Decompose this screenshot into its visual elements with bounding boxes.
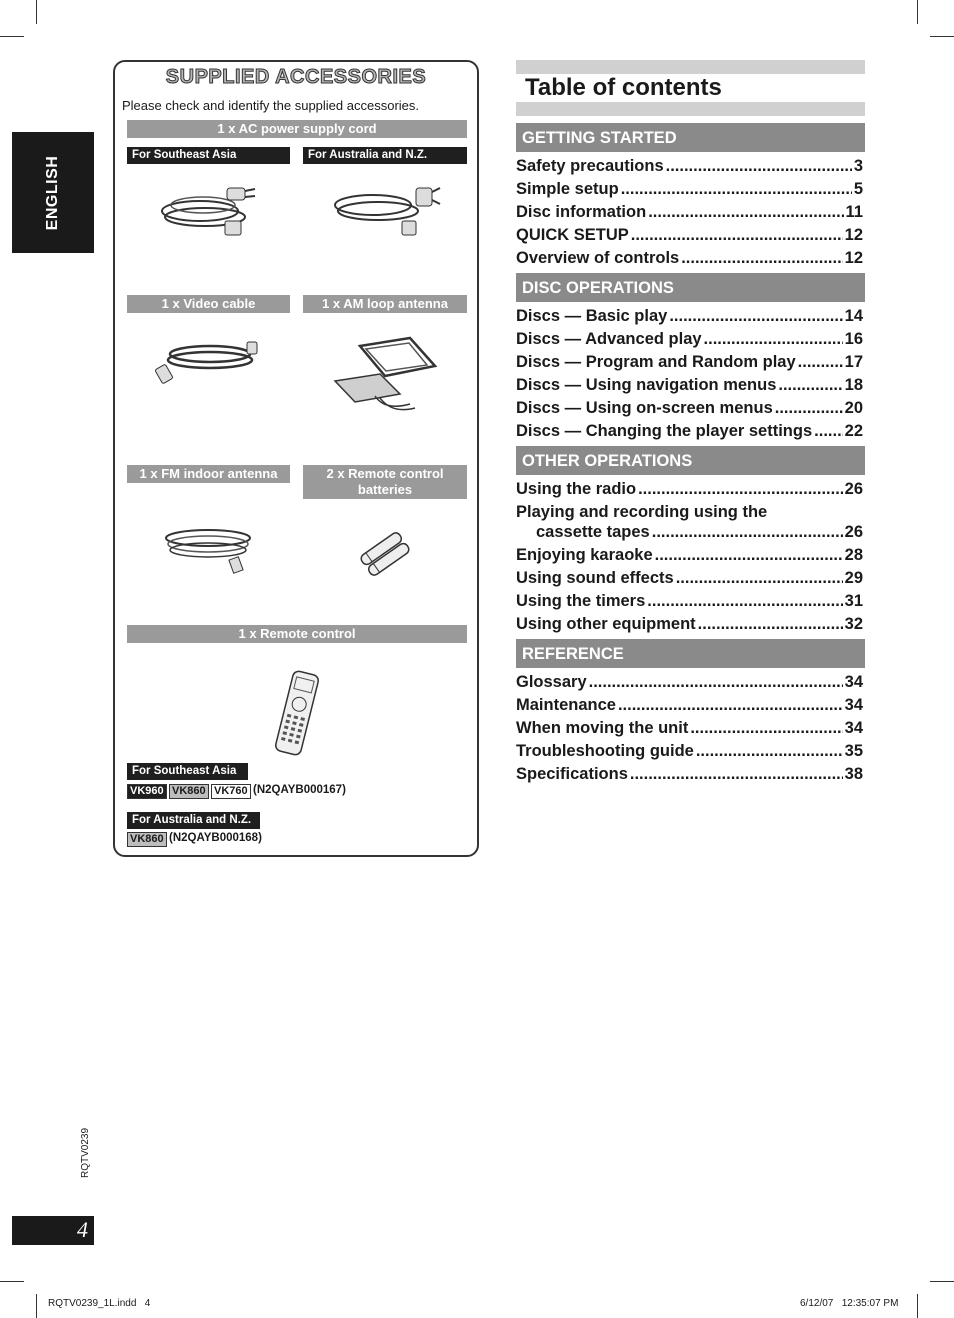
- toc-entry-page: 26: [844, 480, 863, 498]
- toc-entry-label: When moving the unit: [516, 719, 689, 737]
- am-antenna-label: 1 x AM loop antenna: [303, 295, 467, 313]
- toc-entry[interactable]: [516, 479, 863, 500]
- ac-cord-aus-image: [328, 183, 448, 243]
- toc-entry[interactable]: [536, 522, 863, 543]
- toc-entry-label: Overview of controls: [516, 249, 680, 267]
- toc-entry-label: Troubleshooting guide: [516, 742, 694, 760]
- crop-mark: [930, 1281, 954, 1282]
- toc-entry-page: 20: [844, 399, 863, 417]
- toc-entry-label: Discs — Using navigation menus: [516, 376, 777, 394]
- region-label-sea: For Southeast Asia: [127, 147, 290, 164]
- toc-entry-page: 34: [844, 719, 863, 737]
- remote-region-aus: For Australia and N.Z.: [127, 812, 260, 829]
- toc-section-reference: REFERENCE: [516, 639, 865, 668]
- toc-entry[interactable]: [516, 179, 863, 200]
- toc-entry-label: Disc information: [516, 203, 647, 221]
- toc-entry-page: 34: [844, 673, 863, 691]
- toc-section-disc-operations: DISC OPERATIONS: [516, 273, 865, 302]
- toc-entry-label: Maintenance: [516, 696, 616, 714]
- toc-entry-page: 29: [844, 569, 863, 587]
- toc-entry-label: QUICK SETUP: [516, 226, 629, 244]
- toc-entry[interactable]: [516, 306, 863, 327]
- am-antenna-image: [330, 336, 440, 416]
- toc-entry[interactable]: [516, 695, 863, 716]
- toc-entry-page: 32: [844, 615, 863, 633]
- toc-entry-page: 22: [844, 422, 863, 440]
- toc-entry-label: Discs — Using on-screen menus: [516, 399, 773, 417]
- toc-entry-label: Enjoying karaoke: [516, 546, 653, 564]
- crop-mark: [917, 1294, 918, 1318]
- video-cable-image: [155, 338, 260, 388]
- file-info: RQTV0239_1L.indd 4: [48, 1298, 151, 1309]
- toc-entry-page: 14: [844, 307, 863, 325]
- toc-entry-page: 28: [844, 546, 863, 564]
- toc-entry[interactable]: [516, 202, 863, 223]
- toc-entry[interactable]: [516, 718, 863, 739]
- toc-entry-label: Simple setup: [516, 180, 619, 198]
- model-badge: VK860: [127, 832, 167, 847]
- toc-entry-label: Using other equipment: [516, 615, 696, 633]
- toc-entry[interactable]: [516, 764, 863, 785]
- toc-entry[interactable]: [516, 545, 863, 566]
- region-label-aus: For Australia and N.Z.: [303, 147, 467, 164]
- toc-entry-page: 34: [844, 696, 863, 714]
- batteries-label-line1: 2 x Remote control: [326, 466, 444, 481]
- model-badge: VK860: [169, 784, 209, 799]
- toc-entry-page: 3: [853, 157, 863, 175]
- crop-mark: [930, 36, 954, 37]
- toc-header-band: [516, 60, 865, 74]
- toc-entry-label: Glossary: [516, 673, 587, 691]
- ac-cord-sea-image: [155, 183, 265, 243]
- print-timestamp: 6/12/07 12:35:07 PM: [800, 1298, 899, 1309]
- toc-entry-label: Safety precautions: [516, 157, 664, 175]
- fm-antenna-image: [163, 526, 258, 576]
- part-number-sea: (N2QAYB000167): [253, 784, 346, 796]
- toc-title: Table of contents: [525, 74, 722, 101]
- toc-header-band: [516, 102, 865, 116]
- toc-entry[interactable]: [516, 672, 863, 693]
- toc-entry[interactable]: [516, 502, 863, 523]
- toc-entry-label: Specifications: [516, 765, 628, 783]
- part-number-aus: (N2QAYB000168): [169, 832, 262, 844]
- toc-section-getting-started: GETTING STARTED: [516, 123, 865, 152]
- toc-entry[interactable]: [516, 375, 863, 396]
- toc-entry[interactable]: [516, 614, 863, 635]
- toc-entry-label: cassette tapes: [536, 523, 650, 541]
- toc-section-other-operations: OTHER OPERATIONS: [516, 446, 865, 475]
- crop-mark: [0, 36, 24, 37]
- toc-entry-page: 38: [844, 765, 863, 783]
- model-badge: VK760: [211, 784, 251, 799]
- toc-entry-label: Using the timers: [516, 592, 646, 610]
- toc-entry[interactable]: [516, 591, 863, 612]
- toc-entry-page: 26: [844, 523, 863, 541]
- toc-entry[interactable]: [516, 248, 863, 269]
- batteries-image: [356, 534, 414, 574]
- toc-entry[interactable]: [516, 421, 863, 442]
- doc-code: RQTV0239: [80, 1127, 91, 1178]
- toc-entry-page: 18: [844, 376, 863, 394]
- toc-entry-page: 31: [844, 592, 863, 610]
- toc-entry-label: Discs — Basic play: [516, 307, 668, 325]
- toc-entry[interactable]: [516, 156, 863, 177]
- remote-control-image: [270, 670, 325, 756]
- toc-entry[interactable]: [516, 741, 863, 762]
- ac-cord-label: 1 x AC power supply cord: [127, 120, 467, 138]
- model-badge: VK960: [127, 784, 167, 799]
- page-number-box: [12, 1216, 94, 1245]
- crop-mark: [36, 0, 37, 24]
- language-tab-label: ENGLISH: [44, 155, 61, 230]
- toc-entry-page: 35: [844, 742, 863, 760]
- toc-entry-label: Using sound effects: [516, 569, 674, 587]
- toc-entry[interactable]: [516, 352, 863, 373]
- remote-label: 1 x Remote control: [127, 625, 467, 643]
- remote-region-sea: For Southeast Asia: [127, 763, 248, 780]
- toc-entry[interactable]: [516, 329, 863, 350]
- batteries-label-line2: batteries: [357, 482, 413, 497]
- toc-entry-page: 5: [853, 180, 863, 198]
- toc-entry-page: 17: [844, 353, 863, 371]
- page-number: 4: [77, 1217, 88, 1242]
- toc-entry-label: Discs — Advanced play: [516, 330, 702, 348]
- fm-antenna-label: 1 x FM indoor antenna: [127, 465, 290, 483]
- toc-entry-label: Playing and recording using the: [516, 503, 768, 521]
- toc-entry-label: Discs — Program and Random play: [516, 353, 796, 371]
- language-tab: [12, 132, 94, 253]
- toc-entry-page: 12: [844, 226, 863, 244]
- crop-mark: [917, 0, 918, 24]
- toc-entry[interactable]: [516, 398, 863, 419]
- accessories-title: SUPPLIED ACCESSORIES: [165, 66, 427, 88]
- toc-entry[interactable]: [516, 225, 863, 246]
- batteries-label: [303, 465, 467, 499]
- toc-entry-page: 12: [844, 249, 863, 267]
- toc-entry-page: 11: [845, 203, 863, 221]
- toc-entry-page: 16: [844, 330, 863, 348]
- accessories-intro: Please check and identify the supplied accessories.: [122, 98, 420, 113]
- toc-entry-label: Using the radio: [516, 480, 637, 498]
- toc-entry[interactable]: [516, 568, 863, 589]
- video-cable-label: 1 x Video cable: [127, 295, 290, 313]
- crop-mark: [0, 1281, 24, 1282]
- toc-entry-label: Discs — Changing the player settings: [516, 422, 813, 440]
- crop-mark: [36, 1294, 37, 1318]
